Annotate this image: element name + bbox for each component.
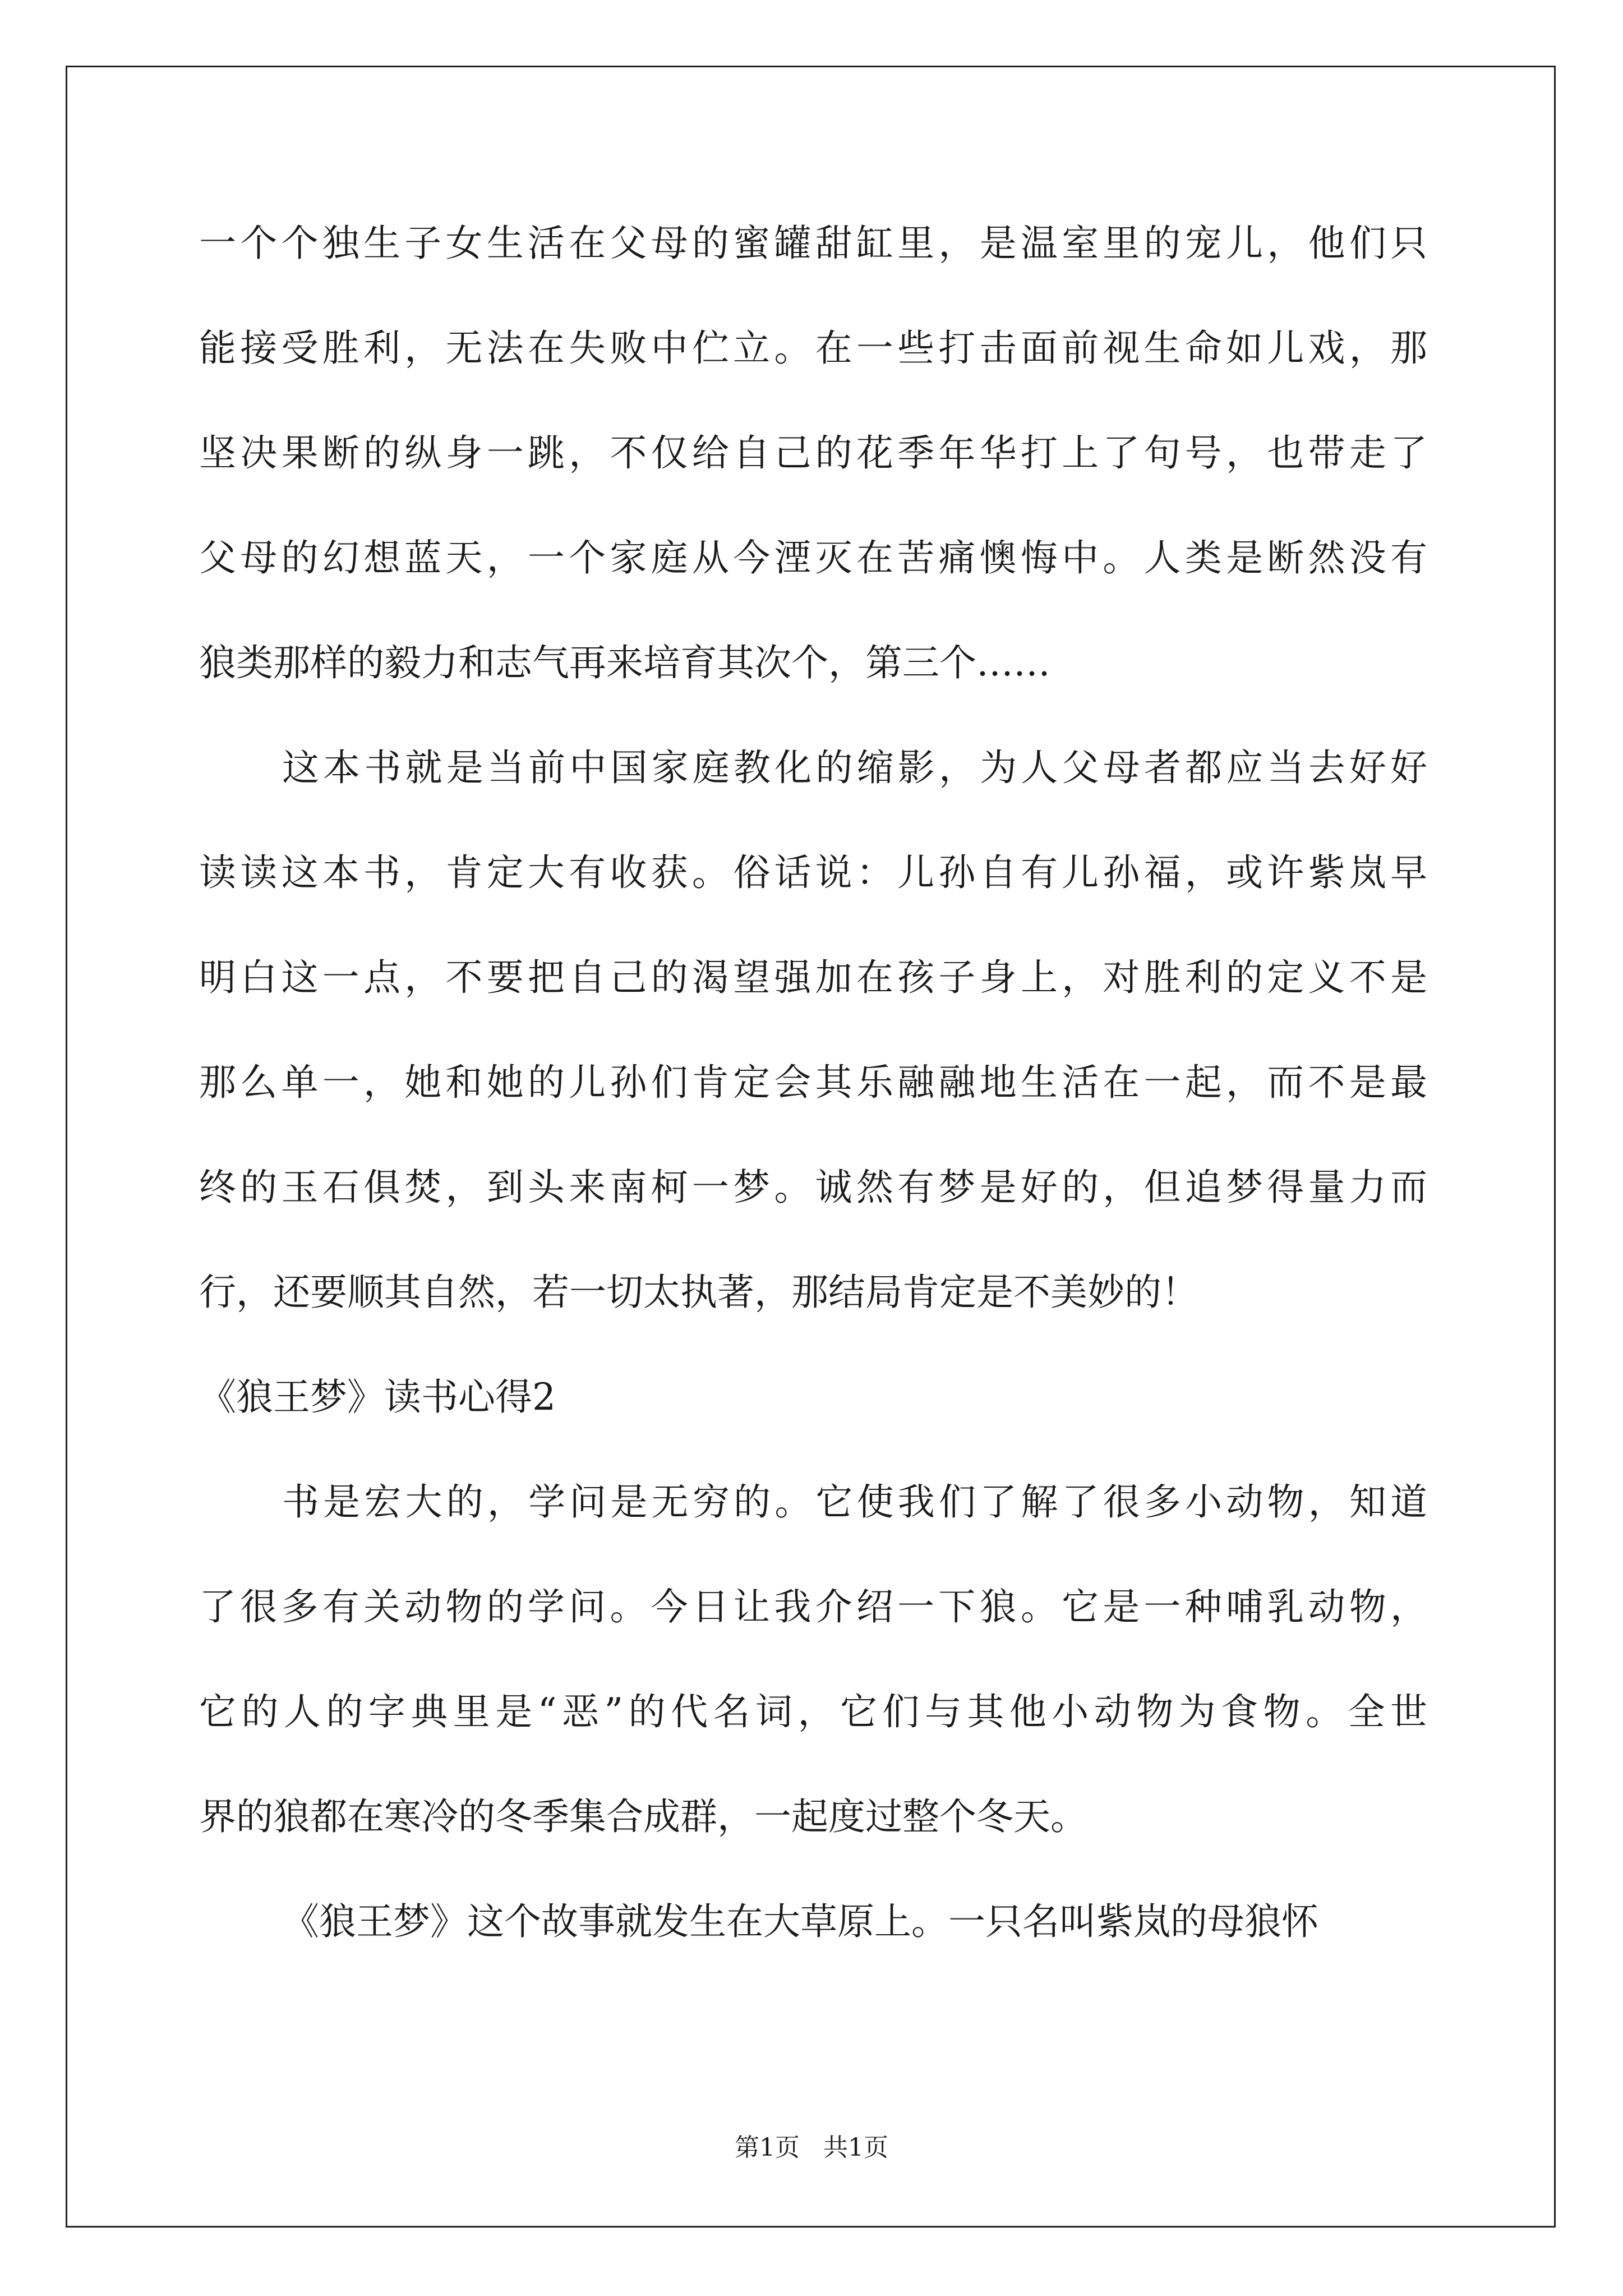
text-line: 读读这本书，肯定大有收获。俗话说：儿孙自有儿孙福，或许紫岚早 xyxy=(199,851,1427,894)
section-heading: 《狼王梦》读书心得2 xyxy=(199,1375,556,1419)
text-line: 行，还要顺其自然，若一切太执著，那结局肯定是不美妙的！ xyxy=(199,1271,1198,1314)
text-line: 了很多有关动物的学问。今日让我介绍一下狼。它是一种哺乳动物， xyxy=(199,1585,1427,1628)
text-line: 一个个独生子女生活在父母的蜜罐甜缸里，是温室里的宠儿，他们只 xyxy=(199,222,1427,265)
text-line: 《狼王梦》这个故事就发生在大草原上。一只名叫紫岚的母狼怀 xyxy=(282,1900,1318,1943)
text-line: 这本书就是当前中国家庭教化的缩影，为人父母者都应当去好好 xyxy=(282,746,1427,789)
text-line: 狼类那样的毅力和志气再来培育其次个，第三个…… xyxy=(199,641,1050,684)
text-line: 明白这一点，不要把自己的渴望强加在孩子身上，对胜利的定义不是 xyxy=(199,956,1427,999)
text-line: 父母的幻想蓝天，一个家庭从今湮灭在苦痛懊悔中。人类是断然没有 xyxy=(199,536,1427,579)
text-line: 它的人的字典里是“恶”的代名词，它们与其他小动物为食物。全世 xyxy=(199,1690,1427,1733)
page-footer: 第1页 共1页 xyxy=(735,2133,888,2162)
text-line: 终的玉石俱焚，到头来南柯一梦。诚然有梦是好的，但追梦得量力而 xyxy=(199,1166,1427,1209)
text-line: 能接受胜利，无法在失败中伫立。在一些打击面前视生命如儿戏，那 xyxy=(199,326,1427,370)
text-line: 书是宏大的，学问是无穷的。它使我们了解了很多小动物，知道 xyxy=(282,1480,1427,1524)
document-body xyxy=(199,191,1427,1974)
text-line: 那么单一，她和她的儿孙们肯定会其乐融融地生活在一起，而不是最 xyxy=(199,1061,1427,1104)
text-line: 界的狼都在寒冷的冬季集合成群，一起度过整个冬天。 xyxy=(199,1795,1087,1838)
text-line: 坚决果断的纵身一跳，不仅给自己的花季年华打上了句号，也带走了 xyxy=(199,431,1427,475)
